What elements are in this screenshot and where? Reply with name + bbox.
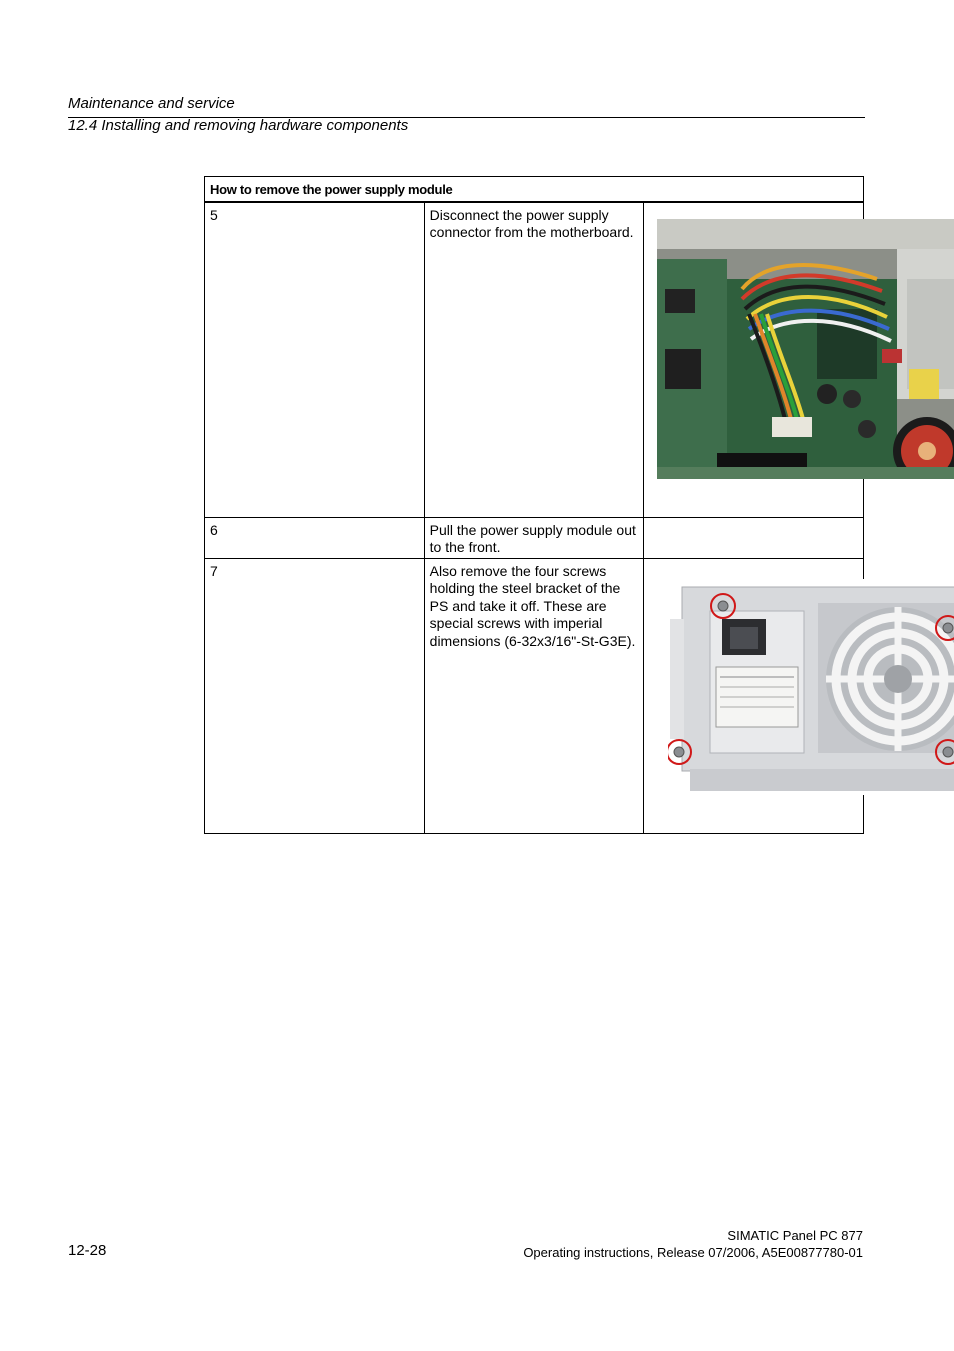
procedure-table [204,176,864,834]
table-row [205,202,864,518]
step-image-cell [644,517,864,558]
table-row [205,558,864,833]
table-row [205,517,864,558]
section-header: 12.4 Installing and removing hardware components [68,117,409,134]
step-text: Disconnect the power supply connector from the motherboard. [424,202,644,518]
step-number: 7 [205,558,425,833]
table-title: How to remove the power supply module [205,177,864,202]
motherboard-photo [657,219,954,479]
step-text: Pull the power supply module out to the front. [424,517,644,558]
step-number: 5 [205,202,425,518]
step-image-cell [644,558,864,833]
footer-doc-info: Operating instructions, Release 07/2006, A5E00877780-01 [523,1245,863,1260]
page-number: 12-28 [68,1242,107,1259]
table-header-row [205,177,864,202]
chapter-header: Maintenance and service [68,95,235,112]
step-image-cell [644,202,864,518]
step-text: Also remove the four screws holding the steel bracket of the PS and take it off. These are special screws with imperial dimensions (6-32x3/16"-St-G3E). [424,558,644,833]
step-number: 6 [205,517,425,558]
power-supply-bracket-photo [668,579,954,795]
footer-product: SIMATIC Panel PC 877 [727,1228,863,1243]
